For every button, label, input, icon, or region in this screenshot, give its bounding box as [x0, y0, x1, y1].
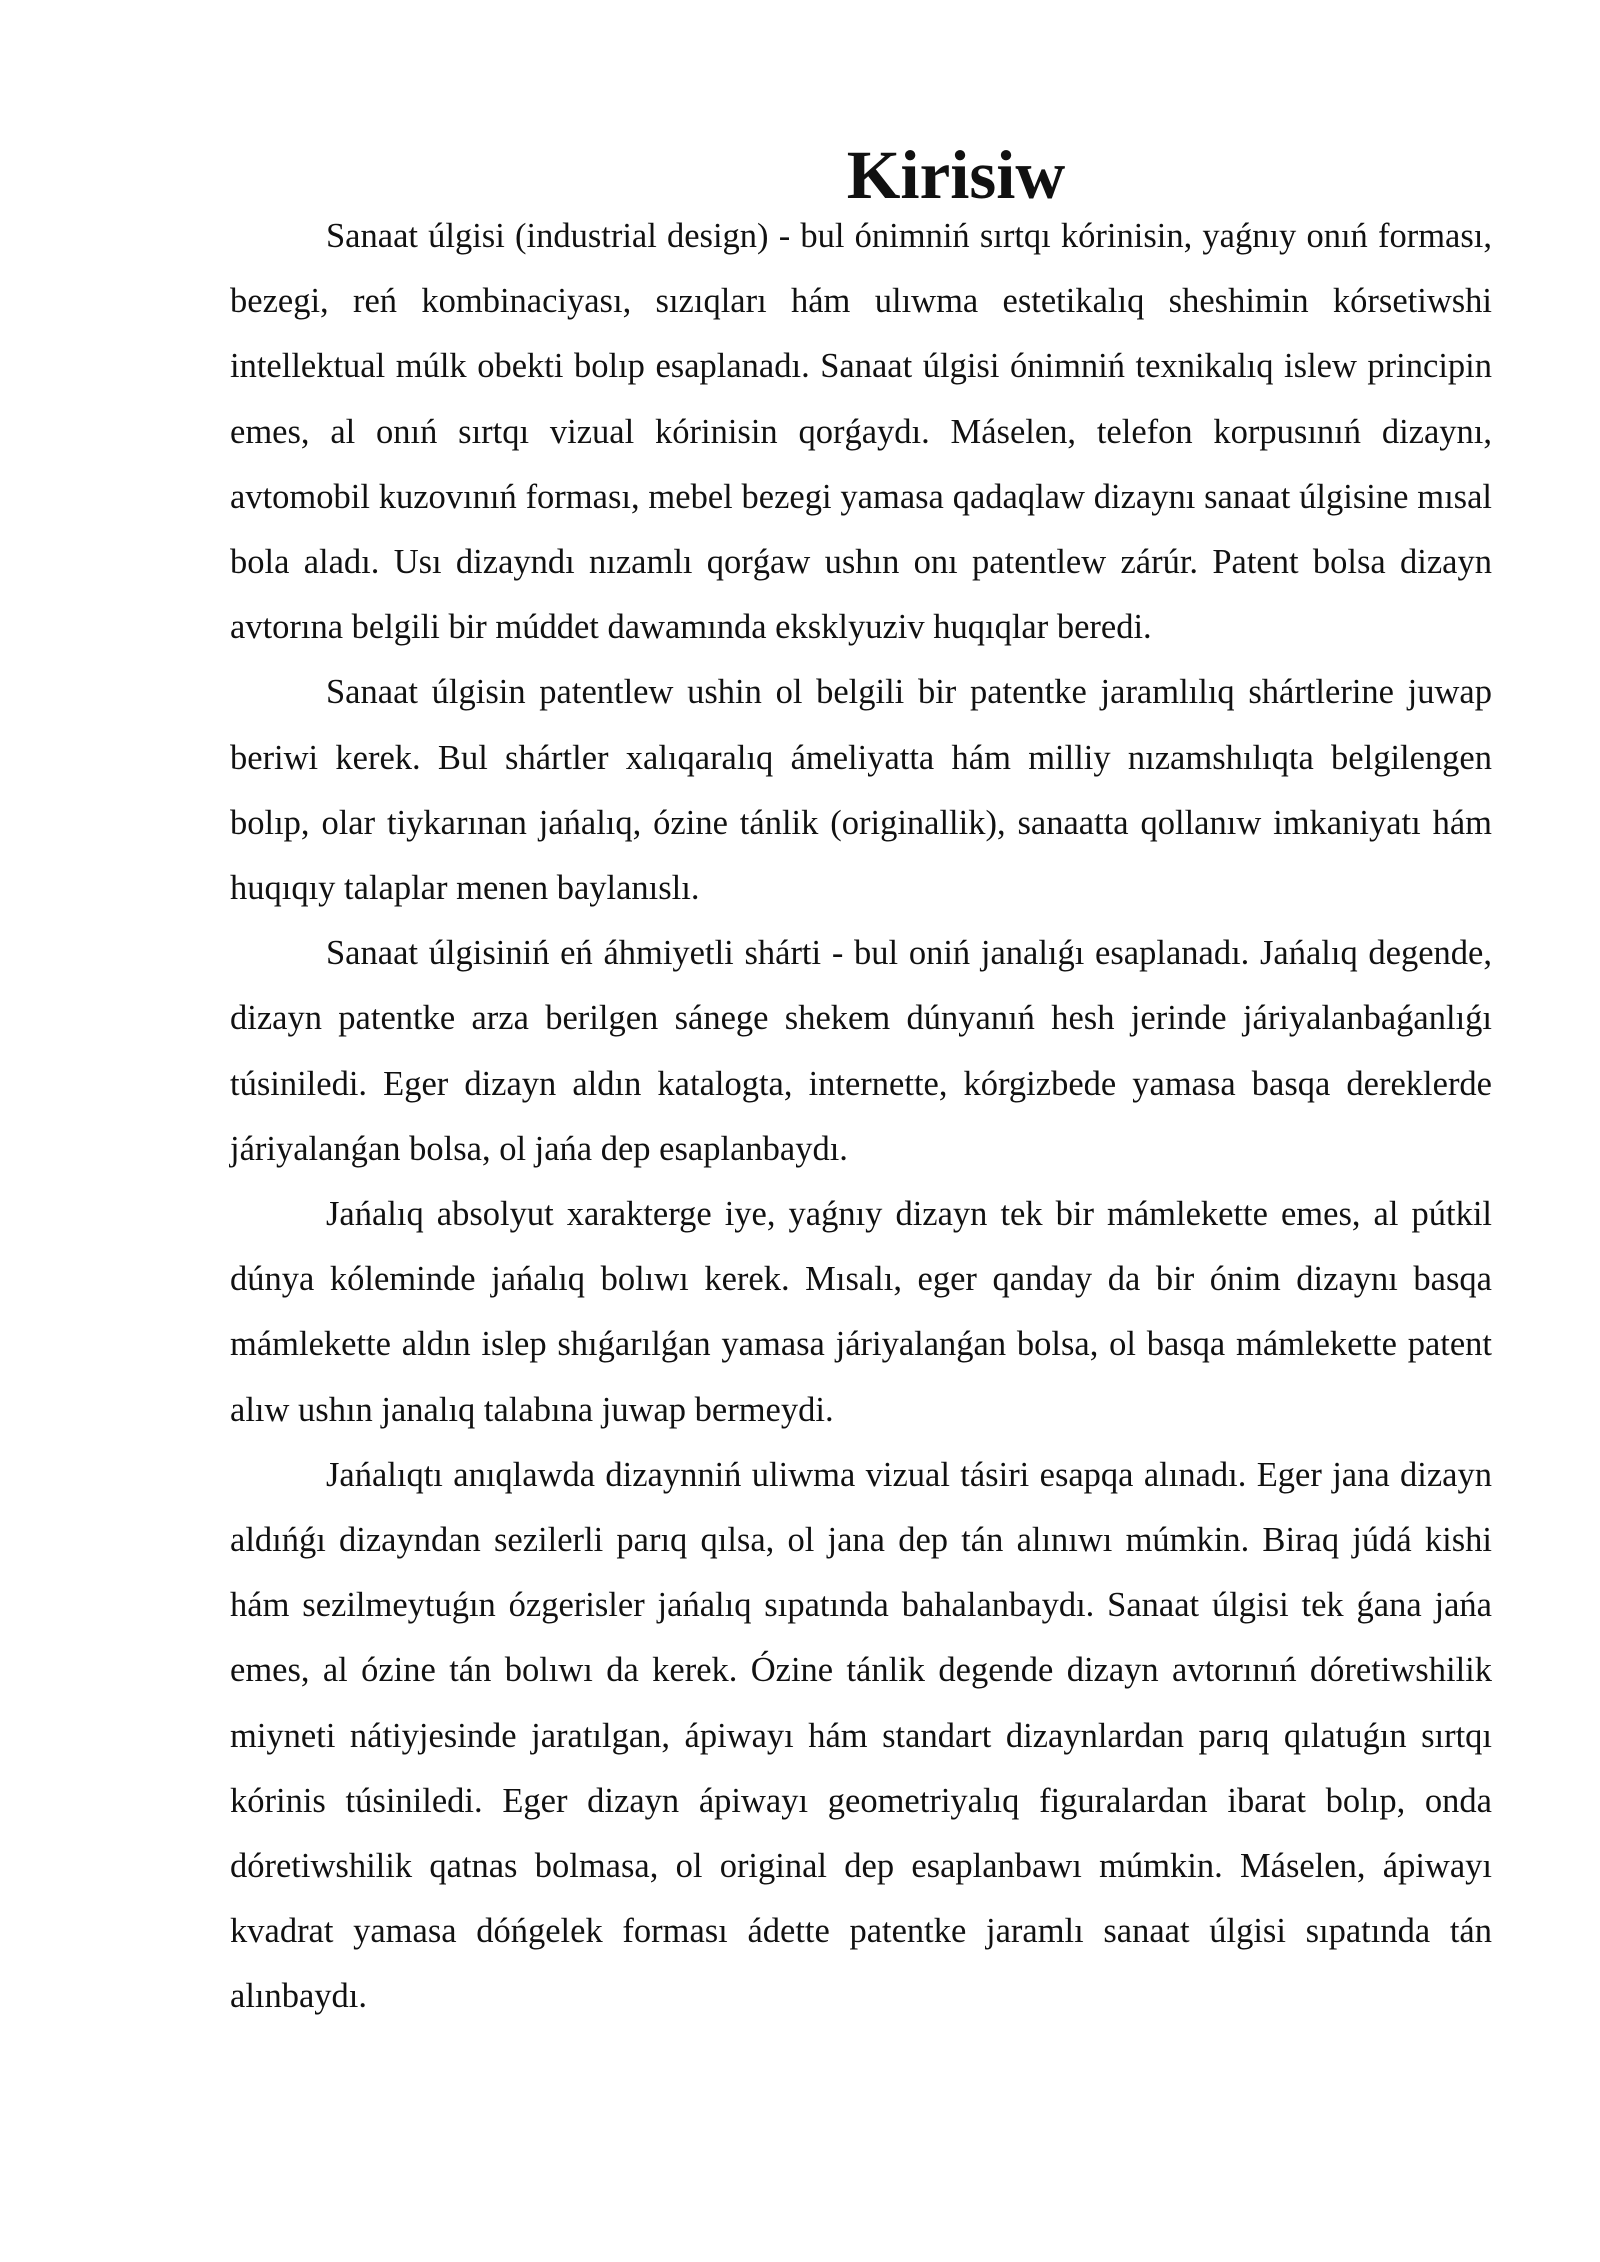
paragraph-5: Jańalıqtı anıqlawda dizaynniń uliwma vizual tásiri esapqa alınadı. Eger jana dizayn aldıńǵı dizayndan sezilerli parıq qılsa, ol jana dep tán alınıwı múmkin. Biraq júdá kishi hám sezilmeytuǵın ózgerisler jańalıq sıpatında bahalanbaydı. Sanaat úlgisi tek ǵana jańa emes, al ózine tán bolıwı da kerek. Ózine tánlik degende dizayn avtorınıń dóretiwshilik miyneti nátiyjesinde jaratılgan, ápiwayı hám standart dizaynlardan parıq qılatuǵın sırtqı kórinis túsiniledi. Eger dizayn ápiwayı geometriyalıq figuralardan ibarat bolıp, onda dóretiwshilik qatnas bolmasa, ol original dep esaplanbawı múmkin. Máselen, ápiwayı kvadrat yamasa dóńgelek forması ádette patentke jaramlı sanaat úlgisi sıpatında tán alınbaydı. [230, 1455, 1492, 2016]
document-title: Kirisiw [846, 137, 1066, 213]
document-page [230, 137, 1492, 2030]
paragraph-4: Jańalıq absolyut xarakterge iye, yaǵnıy dizayn tek bir mámlekette emes, al pútkil dúnya kóleminde jańalıq bolıwı kerek. Mısalı, eger qanday da bir ónim dizaynı basqa mámlekette aldın islep shıǵarılǵan yamasa járiyalanǵan bolsa, ol basqa mámlekette patent alıw ushın janalıq talabına juwap bermeydi. [230, 1195, 1492, 1429]
paragraph-3: Sanaat úlgisiniń eń áhmiyetli shárti - bul oniń janalıǵı esaplanadı. Jańalıq degende, dizayn patentke arza berilgen sánege shekem dúnyanıń hesh jerinde járiyalanbaǵanlıǵı túsiniledi. Eger dizayn aldın katalogta, internette, kórgizbede yamasa basqa dereklerde járiyalanǵan bolsa, ol jańa dep esaplanbaydı. [230, 934, 1492, 1168]
paragraph-1: Sanaat úlgisi (industrial design) - bul ónimniń sırtqı kórinisin, yaǵnıy onıń forması, bezegi, reń kombinaciyası, sızıqları hám ulıwma estetikalıq sheshimin kórsetiwshi intellektual múlk obekti bolıp esaplanadı. Sanaat úlgisi ónimniń texnikalıq islew principin emes, al onıń sırtqı vizual kórinisin qorǵaydı. Máselen, telefon korpusınıń dizaynı, avtomobil kuzovınıń forması, mebel bezegi yamasa qadaqlaw dizaynı sanaat úlgisine mısal bola aladı. Usı dizayndı nızamlı qorǵaw ushın onı patentlew zárúr. Patent bolsa dizayn avtorına belgili bir múddet dawamında eksklyuziv huqıqlar beredi. [230, 217, 1492, 647]
paragraph-2: Sanaat úlgisin patentlew ushin ol belgili bir patentke jaramlılıq shártlerine juwap beriwi kerek. Bul shártler xalıqaralıq ámeliyatta hám milliy nızamshılıqta belgilengen bolıp, olar tiykarınan jańalıq, ózine tánlik (originallik), sanaatta qollanıw imkaniyatı hám huqıqıy talaplar menen baylanıslı. [230, 673, 1492, 908]
